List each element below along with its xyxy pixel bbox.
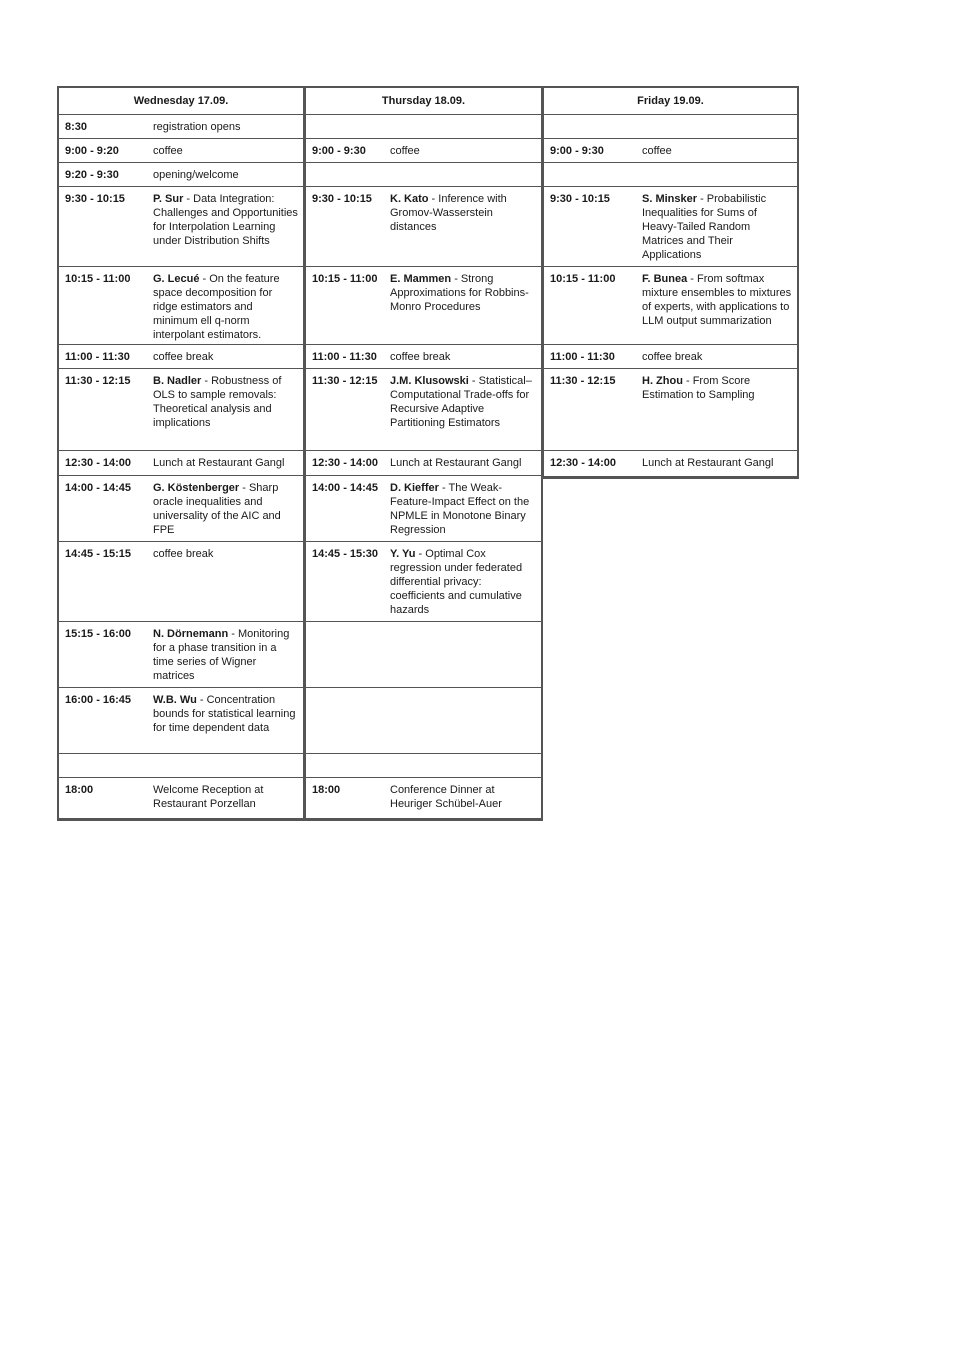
day-header: Wednesday 17.09. (59, 88, 303, 115)
session-time: 9:00 - 9:30 (312, 145, 366, 157)
session-description (153, 120, 299, 134)
session-row (306, 115, 541, 139)
talk-title: - Statistical–Computational Trade-offs for Recursive Adaptive Partitioning Estimators (390, 375, 532, 429)
session-description (153, 350, 299, 364)
talk-title: Lunch at Restaurant Gangl (642, 457, 774, 469)
talk-title: - Sharp oracle inequalities and universality of the AIC and FPE (153, 482, 281, 536)
session-row (306, 451, 541, 476)
talk-title: - Optimal Cox regression under federated differential privacy: coefficients and cumulative hazards (390, 548, 523, 616)
session-row (59, 163, 303, 187)
talk-title: - Data Integration: Challenges and Opportunities for Interpolation Learning under Distribution Shifts (153, 193, 298, 247)
session-description (153, 627, 299, 683)
session-row (59, 688, 303, 754)
session-row (544, 163, 797, 187)
session-row (59, 451, 303, 476)
session-row (306, 688, 541, 754)
talk-title: opening/welcome (153, 169, 239, 181)
session-row (59, 369, 303, 451)
session-row (544, 267, 797, 345)
session-description (153, 374, 299, 430)
speaker-name: J.M. Klusowski (390, 375, 469, 387)
talk-title: coffee break (153, 548, 214, 560)
session-time: 18:00 (65, 784, 94, 796)
speaker-name: Y. Yu (390, 548, 416, 560)
session-row (306, 542, 541, 622)
session-row (59, 139, 303, 163)
session-time: 11:00 - 11:30 (550, 351, 615, 363)
session-row (59, 542, 303, 622)
talk-title: coffee break (153, 351, 214, 363)
talk-title: coffee (390, 145, 420, 157)
session-description (390, 350, 537, 364)
talk-title: - Strong Approximations for Robbins-Monro Procedures (390, 273, 529, 313)
session-row (59, 476, 303, 542)
session-row (544, 139, 797, 163)
talk-title: - Robustness of OLS to sample removals: Theoretical analysis and implications (153, 375, 282, 429)
talk-title: Welcome Reception at Restaurant Porzellan (153, 784, 264, 810)
speaker-name: K. Kato (390, 193, 429, 205)
session-time: 10:15 - 11:00 (550, 273, 616, 285)
session-description (153, 481, 299, 537)
session-time: 9:00 - 9:30 (550, 145, 604, 157)
thursday-column (304, 86, 543, 821)
session-description (153, 693, 299, 735)
talk-title: coffee break (390, 351, 451, 363)
talk-title: - Monitoring for a phase transition in a time series of Wigner matrices (153, 628, 290, 682)
session-description (390, 272, 537, 314)
session-row (59, 267, 303, 345)
speaker-name: B. Nadler (153, 375, 202, 387)
talk-title: - From Score Estimation to Sampling (642, 375, 755, 401)
session-description (642, 144, 793, 158)
talk-title: - The Weak-Feature-Impact Effect on the NPMLE in Monotone Binary Regression (390, 482, 530, 536)
talk-title: - Probabilistic Inequalities for Sums of Heavy-Tailed Random Matrices and Their Applications (642, 193, 767, 261)
session-row (306, 139, 541, 163)
talk-title: - From softmax mixture ensembles to mixtures of experts, with applications to LLM output summarization (642, 273, 792, 327)
talk-title: coffee break (642, 351, 703, 363)
session-row (59, 778, 303, 818)
session-time: 15:15 - 16:00 (65, 628, 132, 640)
session-description (642, 374, 793, 402)
session-row (306, 345, 541, 369)
speaker-name: G. Lecué (153, 273, 200, 285)
speaker-name: D. Kieffer (390, 482, 439, 494)
session-row (306, 622, 541, 688)
session-row (59, 754, 303, 778)
session-time: 11:30 - 12:15 (550, 375, 616, 387)
session-row (544, 187, 797, 267)
speaker-name: H. Zhou (642, 375, 683, 387)
session-row (306, 778, 541, 818)
talk-title: coffee (153, 145, 183, 157)
session-description (153, 547, 299, 561)
talk-title: - Concentration bounds for statistical learning for time dependent data (153, 694, 296, 734)
session-time: 14:45 - 15:15 (65, 548, 132, 560)
speaker-name: S. Minsker (642, 193, 698, 205)
speaker-name: F. Bunea (642, 273, 688, 285)
session-description (390, 481, 537, 537)
session-time: 9:00 - 9:20 (65, 145, 119, 157)
speaker-name: W.B. Wu (153, 694, 197, 706)
session-description (153, 168, 299, 182)
session-description (153, 192, 299, 248)
talk-title: registration opens (153, 121, 241, 133)
session-description (390, 192, 537, 234)
session-description (390, 374, 537, 430)
session-time: 8:30 (65, 121, 88, 133)
session-time: 10:15 - 11:00 (312, 273, 378, 285)
session-row (544, 115, 797, 139)
session-row (306, 187, 541, 267)
session-description (642, 350, 793, 364)
session-time: 9:30 - 10:15 (550, 193, 610, 205)
session-row (59, 187, 303, 267)
session-row (59, 115, 303, 139)
session-row (306, 754, 541, 778)
session-time: 9:30 - 10:15 (65, 193, 125, 205)
session-row (544, 369, 797, 451)
session-time: 10:15 - 11:00 (65, 273, 131, 285)
session-row (306, 267, 541, 345)
session-description (390, 144, 537, 158)
session-time: 14:45 - 15:30 (312, 548, 379, 560)
session-description (390, 783, 537, 811)
session-time: 12:30 - 14:00 (65, 457, 132, 469)
speaker-name: E. Mammen (390, 273, 452, 285)
session-row (306, 476, 541, 542)
talk-title: - On the feature space decomposition for ridge estimators and minimum ell q-norm interpolant estimators. (153, 273, 280, 341)
session-time: 11:30 - 12:15 (312, 375, 378, 387)
speaker-name: P. Sur (153, 193, 184, 205)
session-row (544, 451, 797, 476)
session-description (153, 456, 299, 470)
session-row (306, 369, 541, 451)
friday-column (542, 86, 799, 479)
session-description (390, 456, 537, 470)
session-description (642, 272, 793, 328)
wednesday-column (57, 86, 305, 821)
session-time: 16:00 - 16:45 (65, 694, 132, 706)
session-time: 11:00 - 11:30 (312, 351, 377, 363)
session-row (544, 345, 797, 369)
session-description (642, 456, 793, 470)
session-time: 9:30 - 10:15 (312, 193, 372, 205)
session-time: 12:30 - 14:00 (312, 457, 379, 469)
session-description (390, 547, 537, 617)
session-description (153, 783, 299, 811)
talk-title: - Inference with Gromov-Wasserstein distances (390, 193, 507, 233)
day-header: Thursday 18.09. (306, 88, 541, 115)
session-description (153, 272, 299, 342)
session-row (59, 622, 303, 688)
session-time: 14:00 - 14:45 (65, 482, 132, 494)
talk-title: Lunch at Restaurant Gangl (153, 457, 285, 469)
session-time: 12:30 - 14:00 (550, 457, 617, 469)
day-header: Friday 19.09. (544, 88, 797, 115)
session-time: 18:00 (312, 784, 341, 796)
session-time: 9:20 - 9:30 (65, 169, 119, 181)
session-time: 11:00 - 11:30 (65, 351, 130, 363)
talk-title: Lunch at Restaurant Gangl (390, 457, 522, 469)
session-description (642, 192, 793, 262)
session-time: 14:00 - 14:45 (312, 482, 379, 494)
speaker-name: G. Köstenberger (153, 482, 240, 494)
session-description (153, 144, 299, 158)
talk-title: coffee (642, 145, 672, 157)
talk-title: Conference Dinner at Heuriger Schübel-Auer (390, 784, 502, 810)
session-time: 11:30 - 12:15 (65, 375, 131, 387)
session-row (59, 345, 303, 369)
session-row (306, 163, 541, 187)
speaker-name: N. Dörnemann (153, 628, 229, 640)
